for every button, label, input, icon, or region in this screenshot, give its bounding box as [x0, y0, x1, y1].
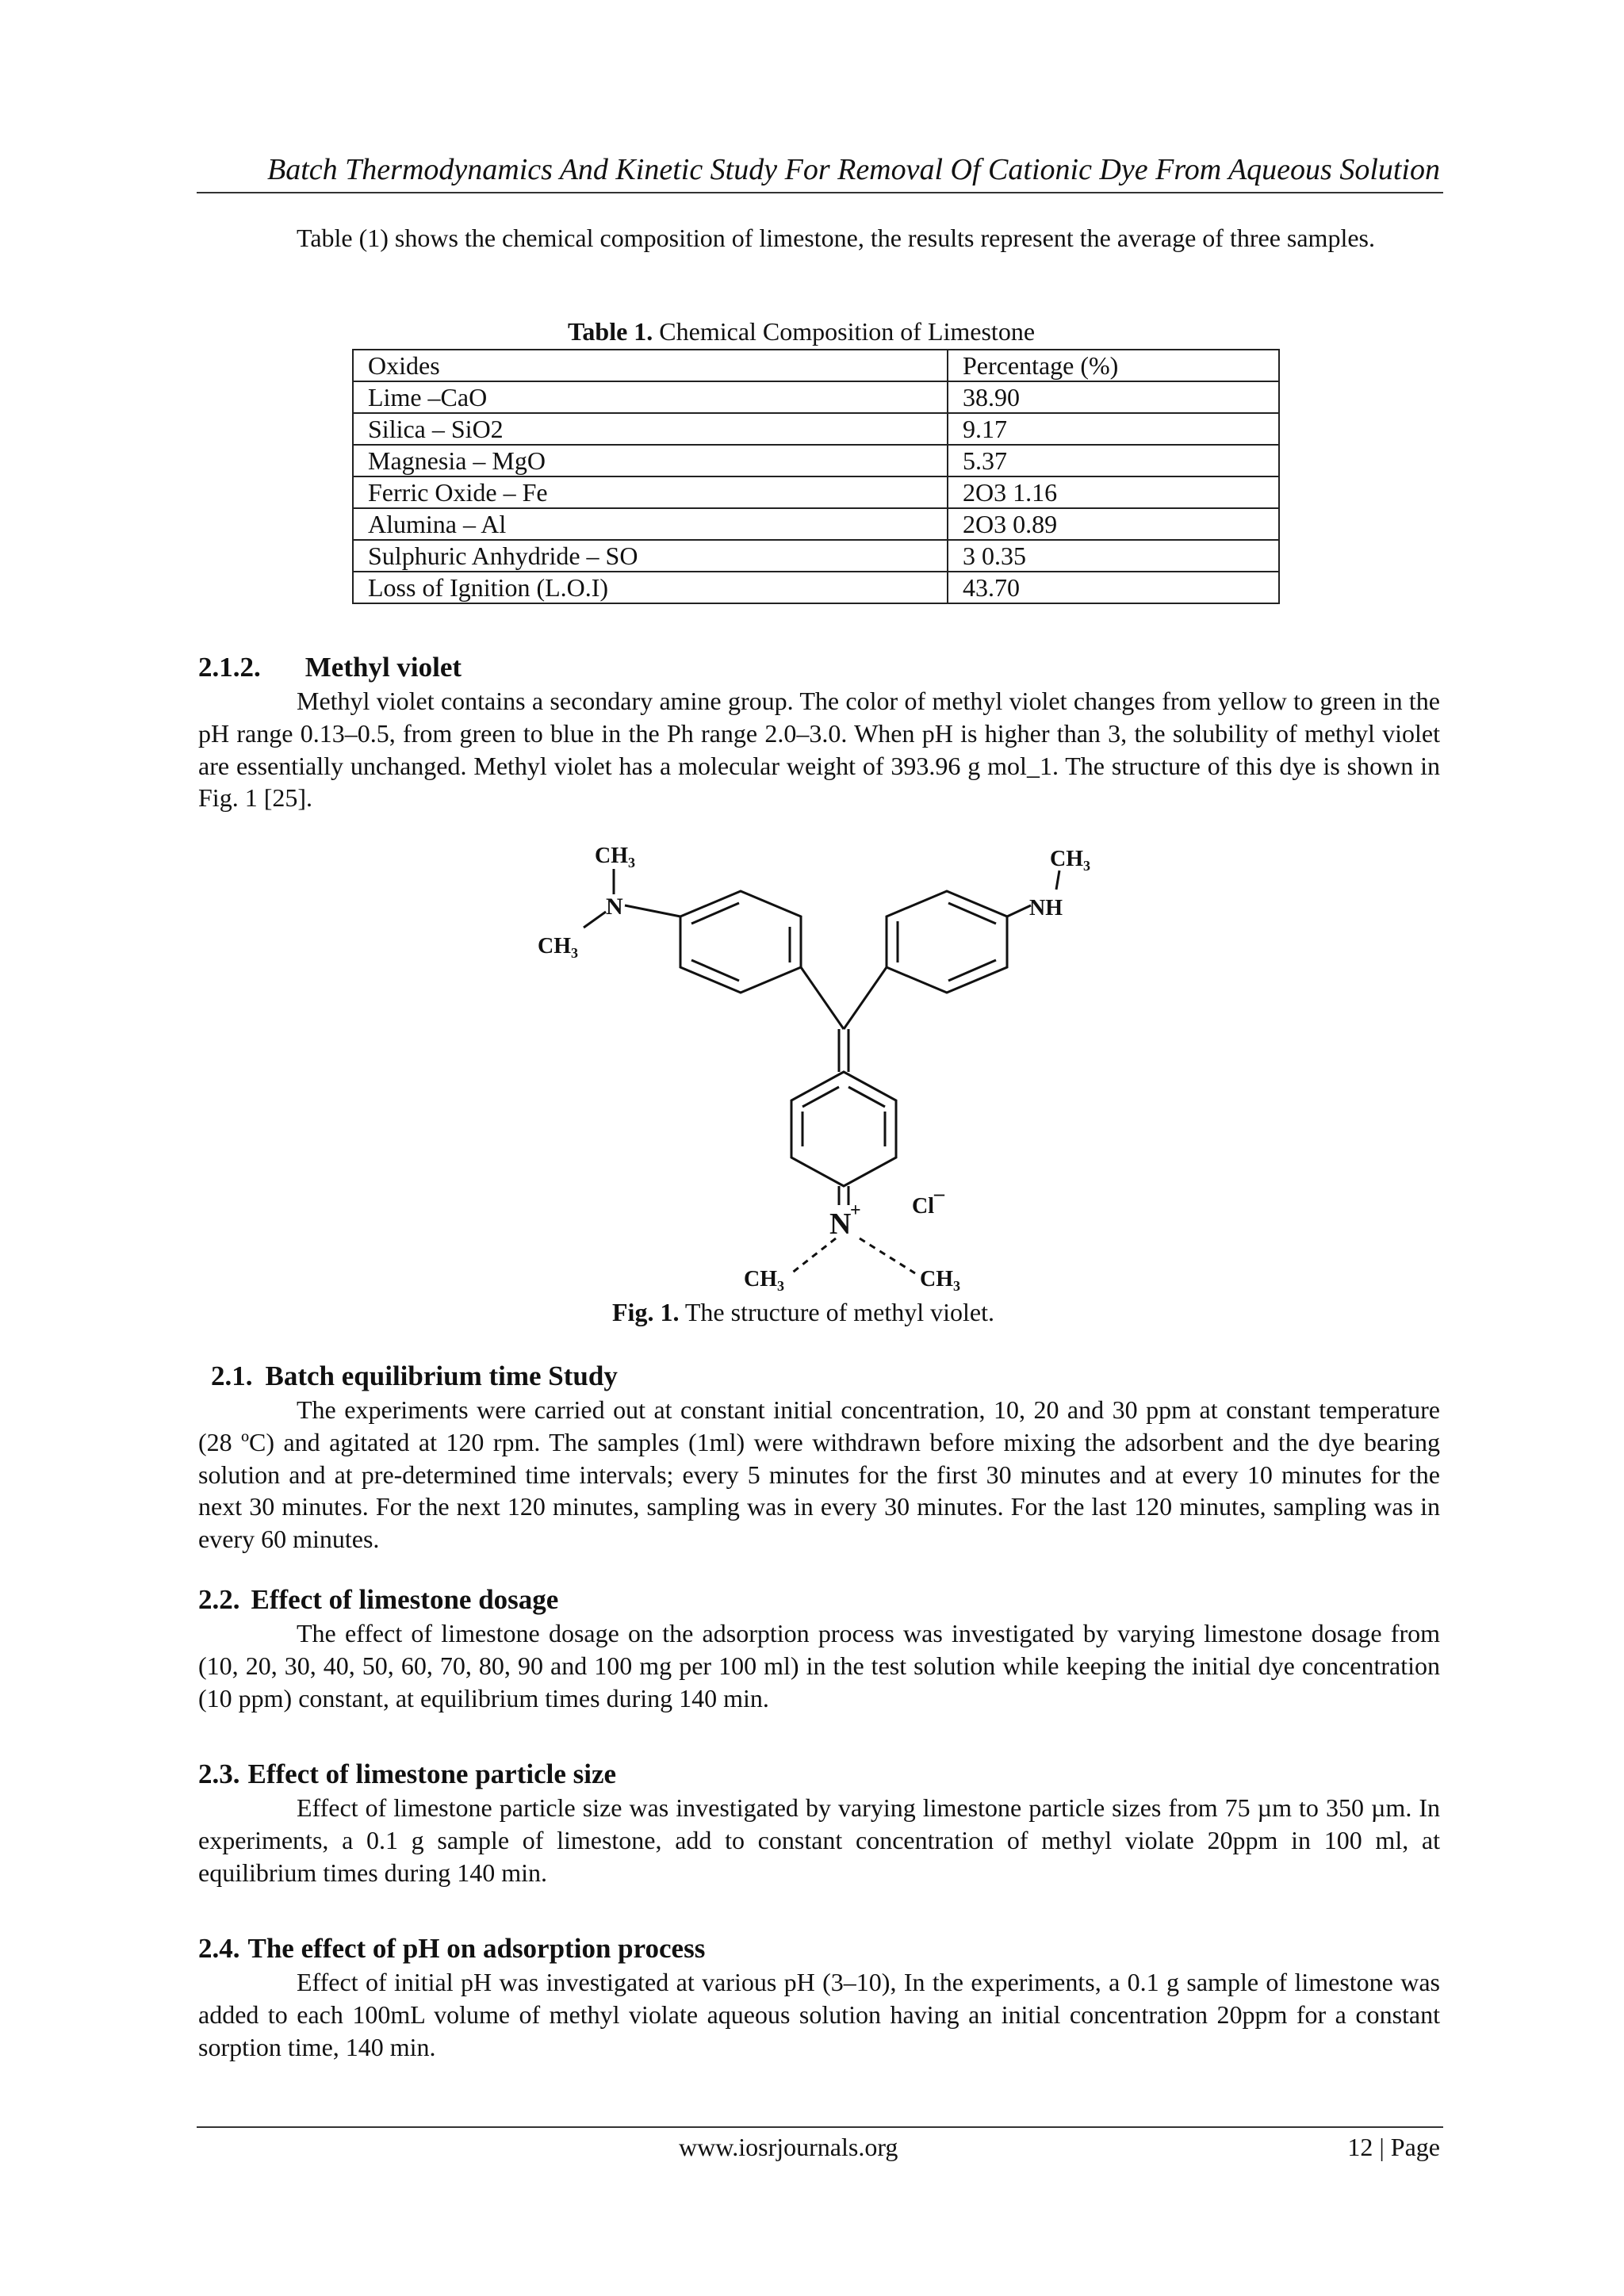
ch3-label: $CH_3$ — [920, 1267, 960, 1292]
table-cell-percentage: 5.37 — [948, 445, 1279, 476]
section-heading-particle-size — [198, 1758, 616, 1790]
ch3-label: $CH_3$ — [744, 1267, 784, 1292]
section-number: 2.4. — [198, 1933, 240, 1964]
section-number: 2.2. — [198, 1584, 240, 1615]
table-row — [353, 413, 1279, 445]
table-cell-percentage: 9.17 — [948, 413, 1279, 445]
minus-charge: – — [934, 1182, 944, 1205]
nh-label: NH — [1029, 896, 1063, 920]
table-cell-oxide: Ferric Oxide – Fe — [353, 476, 948, 508]
left-benzene-ring — [680, 891, 801, 993]
section-heading-limestone-dosage — [198, 1584, 558, 1616]
table-row — [353, 476, 1279, 508]
figure-caption-label: Fig. 1. — [612, 1298, 680, 1326]
ch3-label: $CH_3$ — [538, 934, 578, 961]
n-plus-label: N — [829, 1207, 852, 1241]
table-cell-percentage: 3 0.35 — [948, 540, 1279, 572]
section-number: 2.1.2. — [198, 652, 261, 683]
n-left-label: N — [606, 894, 623, 920]
footer-rule — [197, 2126, 1443, 2128]
table-header-cell: Percentage (%) — [948, 350, 1279, 381]
ph-effect-paragraph: Effect of initial pH was investigated at various pH (3–10), In the experiments, a 0.1 g sample of limestone was added to each 100mL volume of methyl violate aqueous solution having an initial concentration 20ppm for a constant sorption time, 140 min. — [198, 1968, 1440, 2061]
table-cell-oxide: Alumina – Al — [353, 508, 948, 540]
section-title: Effect of limestone dosage — [251, 1584, 559, 1615]
limestone-dosage-paragraph: The effect of limestone dosage on the adsorption process was investigated by varying limestone dosage from (10, 20, 30, 40, 50, 60, 70, 80, 90 and 100 mg per 100 ml) in the test solution while keeping the initial dye concentration (10 ppm) constant, at equilibrium times during 140 min. — [198, 1619, 1440, 1712]
table-caption-label: Table 1. — [568, 317, 653, 346]
table-cell-oxide: Lime –CaO — [353, 381, 948, 413]
table-cell-oxide: Sulphuric Anhydride – SO — [353, 540, 948, 572]
table-cell-percentage: 2O3 0.89 — [948, 508, 1279, 540]
table-cell-oxide: Silica – SiO2 — [353, 413, 948, 445]
journal-url: www.iosrjournals.org — [679, 2133, 898, 2161]
equilibrium-time-paragraph: The experiments were carried out at constant initial concentration, 10, 20 and 30 ppm at constant temperature (28 ºC) and agitated at 120 rpm. The samples (1ml) were withdrawn before mixing the adsorbent and the dye bearing solution and at pre-determined time intervals; every 5 minutes for the first 30 minutes and at every 10 minutes for the next 30 minutes. For the next 120 minutes, sampling was in every 30 minutes. For the last 120 minutes, sampling was in every 60 minutes. — [198, 1395, 1440, 1554]
table-row — [353, 572, 1279, 603]
section-title: Methyl violet — [304, 652, 462, 683]
section-heading-methyl-violet — [198, 652, 462, 683]
section-heading-equilibrium-time — [211, 1360, 618, 1392]
table-cell-percentage: 38.90 — [948, 381, 1279, 413]
particle-size-paragraph: Effect of limestone particle size was investigated by varying limestone particle sizes from 75 µm to 350 µm. In experiments, a 0.1 g sample of limestone, add to constant concentration of methyl violate 20ppm in 100 ml, at equilibrium times during 140 min. — [198, 1793, 1440, 1887]
table-caption — [568, 317, 1035, 346]
header-rule — [197, 192, 1443, 193]
quinoid-ring — [791, 1072, 896, 1186]
table-row — [353, 445, 1279, 476]
table-row — [353, 381, 1279, 413]
table-caption-text: Chemical Composition of Limestone — [653, 317, 1036, 346]
table-cell-oxide: Loss of Ignition (L.O.I) — [353, 572, 948, 603]
intro-paragraph: Table (1) shows the chemical composition of limestone, the results represent the average of three samples. — [297, 224, 1375, 252]
table-cell-oxide: Magnesia – MgO — [353, 445, 948, 476]
right-benzene-ring — [887, 891, 1007, 993]
methyl-violet-paragraph: Methyl violet contains a secondary amine group. The color of methyl violet changes from yellow to green in the pH range 0.13–0.5, from green to blue in the Ph range 2.0–3.0. When pH is higher than 3, the solubility of methyl violet are essentially unchanged. Methyl violet has a molecular weight of 393.96 g mol_1. The structure of this dye is shown in Fig. 1 [25]. — [198, 687, 1440, 813]
section-number: 2.1. — [211, 1360, 253, 1391]
table-row — [353, 508, 1279, 540]
page-number: 12 | Page — [1347, 2133, 1440, 2161]
section-heading-ph-effect — [198, 1933, 705, 1965]
table-header-row — [353, 350, 1279, 381]
figure-caption — [612, 1298, 994, 1327]
ch3-label: $CH_3$ — [1050, 847, 1090, 874]
section-number: 2.3. — [198, 1758, 240, 1789]
section-title: The effect of pH on adsorption process — [247, 1933, 706, 1964]
section-title: Effect of limestone particle size — [247, 1758, 617, 1789]
table-cell-percentage: 43.70 — [948, 572, 1279, 603]
section-title: Batch equilibrium time Study — [265, 1360, 618, 1391]
table-row — [353, 540, 1279, 572]
plus-charge: + — [850, 1200, 861, 1221]
table-cell-percentage: 2O3 1.16 — [948, 476, 1279, 508]
running-title: Batch Thermodynamics And Kinetic Study For Removal Of Cationic Dye From Aqueous Solution — [267, 153, 1440, 186]
ch3-label: $CH_3$ — [595, 844, 635, 871]
figure-caption-text: The structure of methyl violet. — [679, 1298, 994, 1326]
composition-table — [352, 349, 1280, 604]
chloride-label: Cl — [912, 1194, 934, 1219]
table-header-cell: Oxides — [353, 350, 948, 381]
methyl-violet-structure — [523, 832, 1126, 1292]
